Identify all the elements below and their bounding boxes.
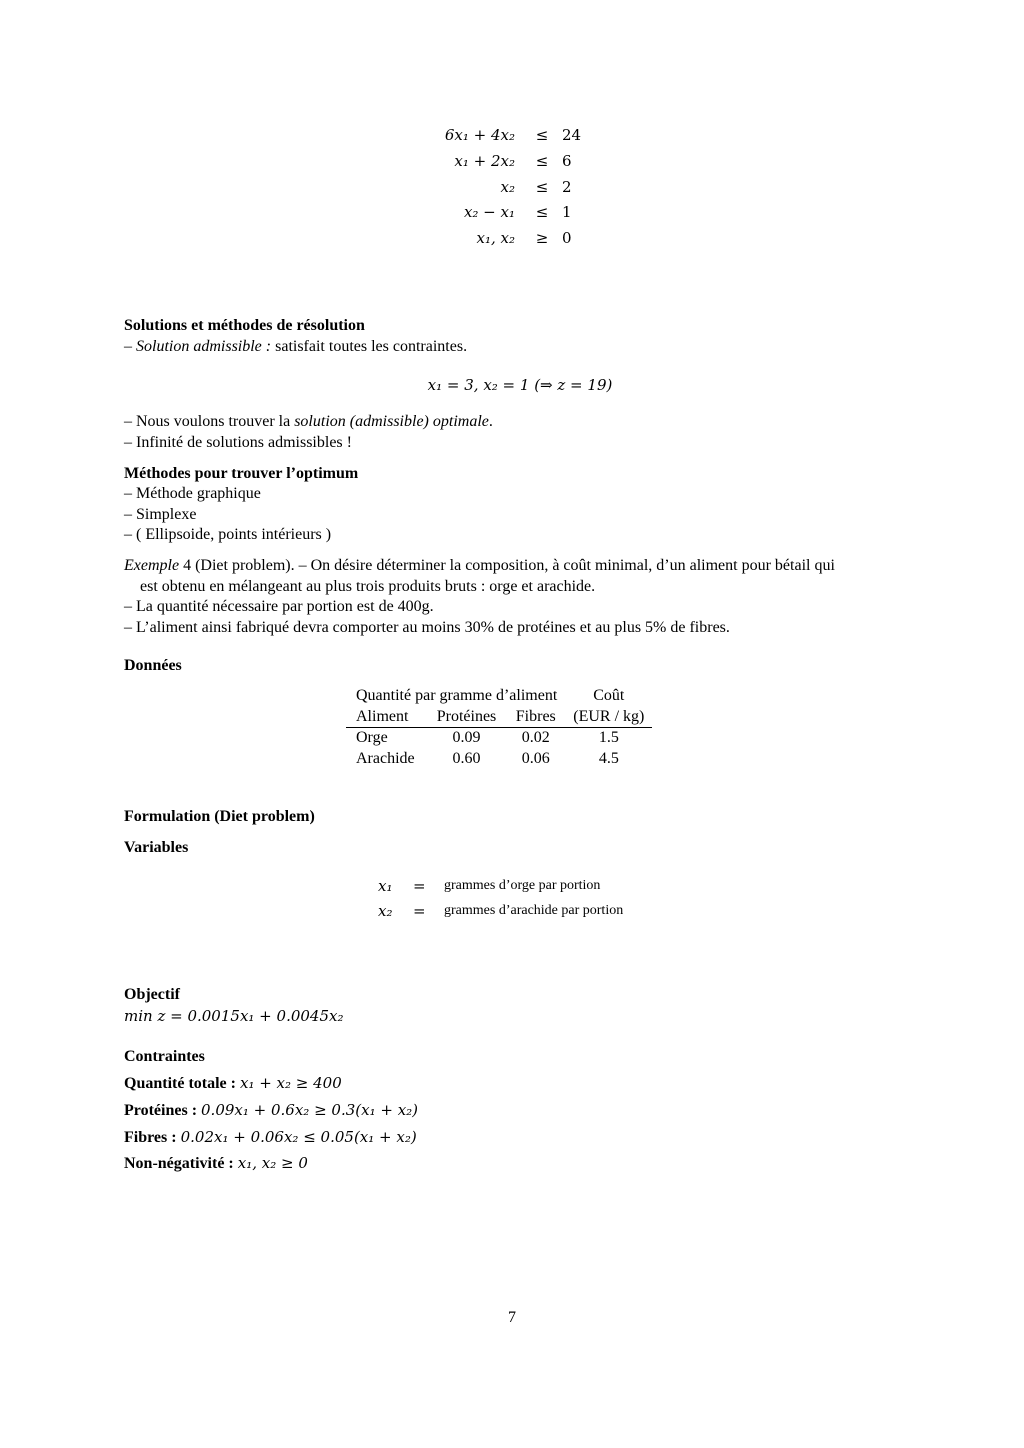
text: ( Ellipsoide, points intérieurs ): [136, 526, 332, 543]
constraint-op: ≤: [535, 178, 549, 196]
table-header: Coût: [593, 687, 625, 704]
table-header-row: [346, 686, 652, 707]
data-table: [346, 686, 652, 769]
table-cell: 0.09: [452, 729, 481, 746]
constraint-lhs: 6x₁ + 4x₂: [444, 126, 515, 144]
variable-name: x₁: [378, 877, 393, 895]
constraint-formula: 0.09x₁ + 0.6x₂ ≥ 0.3(x₁ + x₂): [201, 1101, 419, 1119]
section-heading: Méthodes pour trouver l’optimum: [124, 465, 359, 482]
text: L’aliment ainsi fabriqué devra comporter au moins 30% de protéines et au plus 5% de fibres.: [136, 619, 730, 636]
constraint-item: [124, 1153, 308, 1174]
variable-description: grammes d’orge par portion: [444, 878, 601, 893]
equals-sign: =: [413, 877, 426, 895]
constraint-op: ≤: [535, 203, 549, 221]
constraint-formula: x₁, x₂ ≥ 0: [237, 1154, 308, 1172]
table-header: Quantité par gramme d’aliment: [356, 687, 558, 704]
table-header: Aliment: [346, 707, 427, 728]
constraint-op: ≤: [535, 152, 549, 170]
table-cell: 1.5: [598, 729, 619, 746]
text: Nous voulons trouver la: [136, 413, 295, 430]
table-header-row: [346, 707, 652, 728]
section-heading: Formulation (Diet problem): [124, 808, 315, 825]
constraint-lhs: x₂: [500, 178, 515, 196]
text: Simplexe: [136, 506, 197, 523]
term: solution (admissible) optimale: [294, 413, 489, 430]
constraint-op: ≤: [535, 126, 549, 144]
constraint-rhs: 6: [562, 152, 572, 170]
constraint-op: ≥: [535, 229, 549, 247]
constraint-item: [124, 1127, 417, 1148]
constraint-lhs: x₂ − x₁: [463, 203, 515, 221]
table-header: Protéines: [427, 707, 507, 728]
section-heading: Solutions et méthodes de résolution: [124, 317, 365, 334]
constraint-label: Protéines :: [124, 1102, 198, 1119]
constraint-rhs: 0: [562, 229, 572, 247]
list-item: – Simplexe: [124, 506, 197, 523]
constraint-rhs: 24: [562, 126, 582, 144]
text: est obtenu en mélangeant au plus trois produits bruts : orge et arachide.: [140, 578, 596, 595]
equals-sign: =: [413, 902, 426, 920]
text: Infinité de solutions admissibles !: [136, 434, 352, 451]
term: Solution admissible :: [136, 338, 272, 355]
text: .: [488, 413, 493, 430]
constraint-label: Non-négativité :: [124, 1155, 234, 1172]
table-cell: 0.60: [452, 749, 481, 767]
table-header: (EUR / kg): [565, 707, 652, 728]
page-number: 7: [508, 1309, 516, 1326]
table-row: [346, 728, 652, 749]
constraint-rhs: 1: [562, 203, 572, 221]
section-heading: Variables: [124, 839, 189, 856]
example-label: Exemple: [124, 557, 180, 574]
table-cell: 4.5: [598, 749, 619, 767]
table-cell: 0.02: [521, 729, 550, 746]
constraint-lhs: x₁ + 2x₂: [454, 152, 515, 170]
list-item: – Infinité de solutions admissibles !: [124, 434, 352, 451]
section-heading: Contraintes: [124, 1048, 205, 1065]
constraint-formula: x₁ + x₂ ≥ 400: [239, 1074, 342, 1092]
text: 4 (Diet problem). – On désire déterminer la composition, à coût minimal, d’un aliment pour bétail qui: [179, 557, 835, 574]
table-cell: Orge: [356, 729, 388, 746]
table-cell: Arachide: [356, 749, 415, 767]
variable-name: x₂: [378, 902, 393, 920]
section-heading: Objectif: [124, 986, 180, 1003]
constraint-rhs: 2: [562, 178, 572, 196]
list-item: – L’aliment ainsi fabriqué devra comporter au moins 30% de protéines et au plus 5% de fibres.: [124, 619, 730, 636]
table-cell: 0.06: [521, 749, 550, 767]
constraint-item: [124, 1100, 418, 1121]
constraint-label: Quantité totale :: [124, 1075, 236, 1092]
text: Méthode graphique: [136, 485, 261, 502]
constraint-lhs: x₁, x₂: [476, 229, 515, 247]
constraint-label: Fibres :: [124, 1129, 177, 1146]
constraint-formula: 0.02x₁ + 0.06x₂ ≤ 0.05(x₁ + x₂): [180, 1128, 417, 1146]
list-item: – Nous voulons trouver la solution (admissible) optimale.: [124, 413, 493, 430]
list-item: – La quantité nécessaire par portion est de 400g.: [124, 598, 434, 615]
list-item: – Solution admissible : satisfait toutes les contraintes.: [124, 338, 468, 355]
text: La quantité nécessaire par portion est de 400g.: [136, 598, 434, 615]
text: satisfait toutes les contraintes.: [271, 338, 468, 355]
list-item: – Méthode graphique: [124, 485, 261, 502]
solution-equation: x₁ = 3, x₂ = 1 (⇒ z = 19): [427, 376, 613, 394]
variable-description: grammes d’arachide par portion: [444, 903, 624, 918]
objective-formula: min z = 0.0015x₁ + 0.0045x₂: [124, 1007, 344, 1025]
table-header: Fibres: [506, 707, 565, 728]
list-item: – ( Ellipsoide, points intérieurs ): [124, 526, 332, 543]
example-paragraph: [124, 556, 835, 576]
constraint-item: [124, 1073, 342, 1094]
table-row: [346, 749, 652, 770]
section-heading: Données: [124, 657, 182, 674]
